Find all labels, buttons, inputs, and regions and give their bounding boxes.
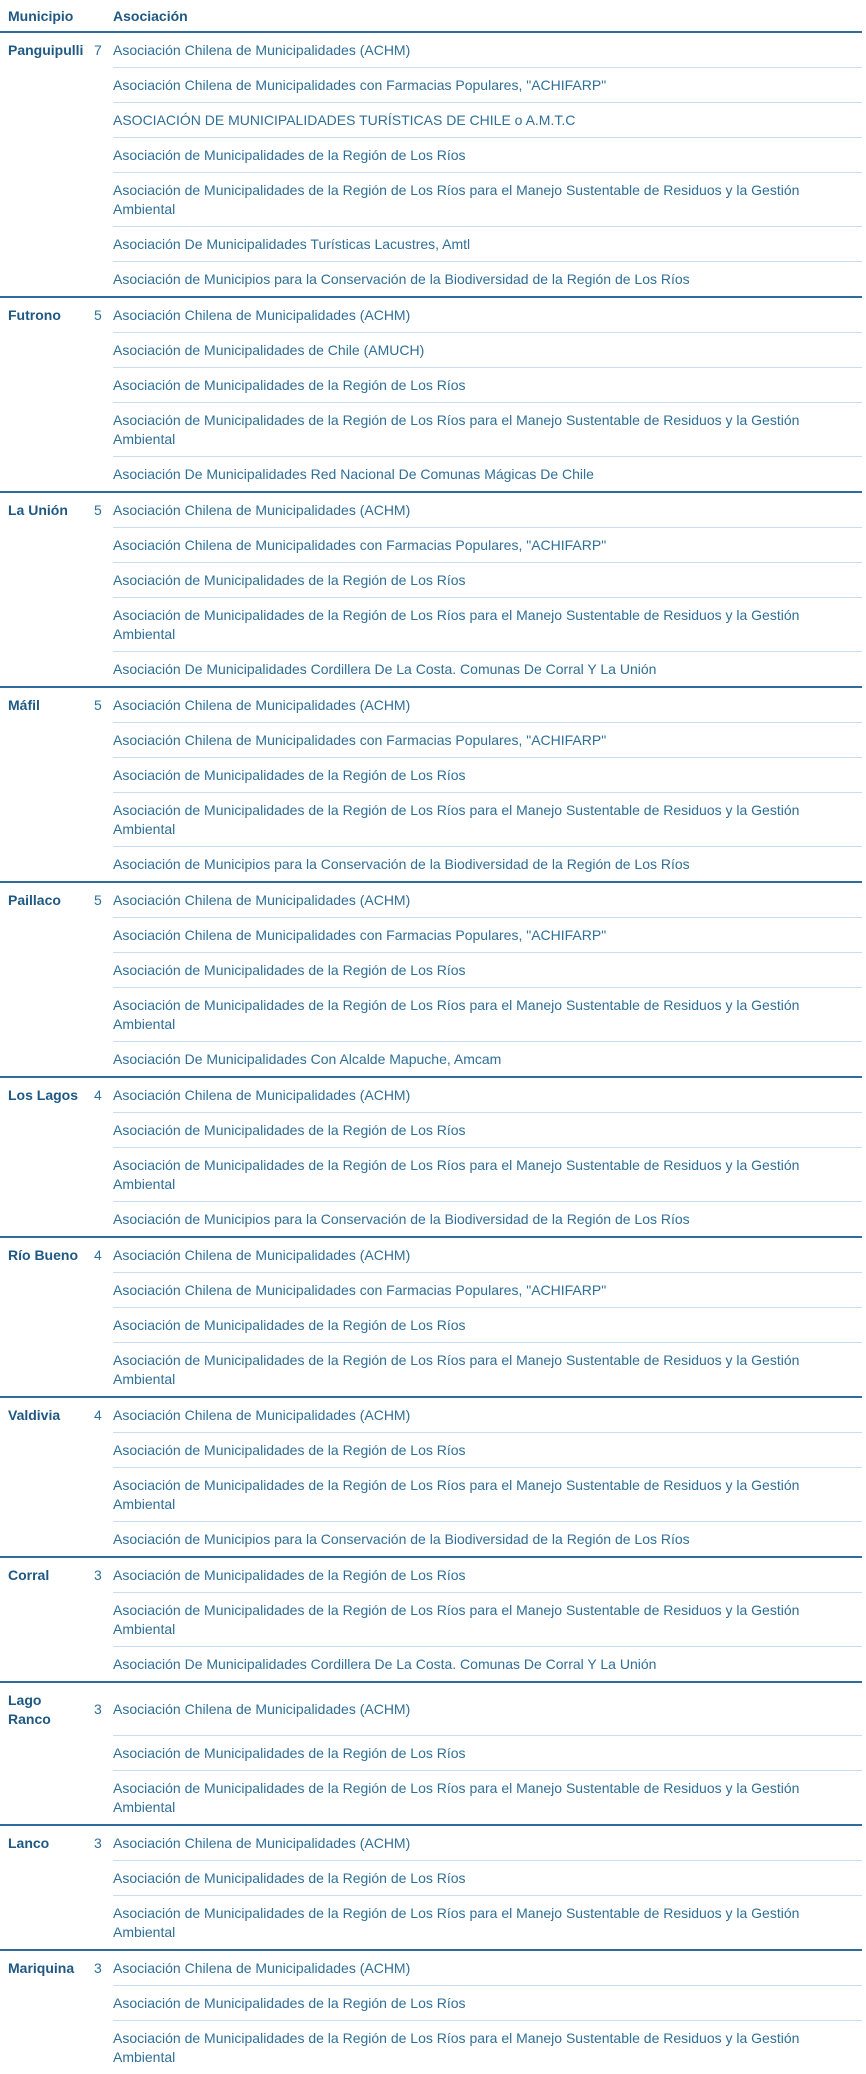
table-row: Asociación Chilena de Municipalidades (ACHM) [113,1238,862,1273]
table-row: Asociación de Municipalidades de la Región de Los Ríos para el Manejo Sustentable de Residuos y la Gestión Ambiental [113,1593,862,1647]
municipio-name: Los Lagos [8,1087,79,1103]
association-count: 5 [94,307,102,323]
municipio-group [0,1826,862,1951]
table-row: Asociación de Municipalidades de la Región de Los Ríos para el Manejo Sustentable de Residuos y la Gestión Ambiental [113,1905,800,1940]
table-row: Asociación De Municipalidades Con Alcalde Mapuche, Amcam [113,1051,502,1067]
table-row: Asociación De Municipalidades Cordillera De La Costa. Comunas De Corral Y La Unión [113,1656,657,1672]
table-row: Asociación de Municipalidades de la Región de Los Ríos [113,1558,862,1593]
table-row: Asociación Chilena de Municipalidades (ACHM) [113,1951,862,1986]
municipio-name: Corral [8,1567,50,1583]
municipio-name: Lago Ranco [8,1692,51,1727]
association-count: 5 [94,502,102,518]
table-header [0,0,862,33]
association-list [113,883,862,1076]
table-row: Asociación de Municipalidades de la Región de Los Ríos [113,563,862,598]
municipio-group [0,1558,862,1683]
table-row: Asociación de Municipios para la Conservación de la Biodiversidad de la Región de Los Ríos [113,856,690,872]
municipio-group [0,1683,862,1826]
table-row: Asociación de Municipalidades de la Región de Los Ríos [113,1861,862,1896]
table-row: Asociación de Municipalidades de la Región de Los Ríos [113,1433,862,1468]
table-row: Asociación de Municipalidades de la Región de Los Ríos [113,368,862,403]
association-list [113,1826,862,1949]
municipio-group [0,33,862,298]
table-row: Asociación de Municipalidades de la Región de Los Ríos para el Manejo Sustentable de Residuos y la Gestión Ambiental [113,1468,862,1522]
table-row: Asociación Chilena de Municipalidades (ACHM) [113,883,862,918]
table-row: Asociación Chilena de Municipalidades (ACHM) [113,298,862,333]
association-count: 5 [94,697,102,713]
table-row: Asociación de Municipios para la Conservación de la Biodiversidad de la Región de Los Ríos [113,1531,690,1547]
header-municipio: Municipio [8,7,74,24]
association-count: 4 [94,1407,102,1423]
table-row: Asociación Chilena de Municipalidades (ACHM) [113,1826,862,1861]
table-row: Asociación Chilena de Municipalidades (ACHM) [113,493,862,528]
municipio-group [0,298,862,493]
table-row: Asociación de Municipalidades de la Región de Los Ríos [113,1986,862,2021]
association-list [113,1951,862,2074]
table-row: Asociación de Municipalidades de la Región de Los Ríos para el Manejo Sustentable de Residuos y la Gestión Ambiental [113,598,862,652]
association-count: 4 [94,1247,102,1263]
municipio-name: La Unión [8,502,68,518]
association-list [113,493,862,686]
table-row: Asociación Chilena de Municipalidades (ACHM) [113,1078,862,1113]
association-count: 3 [94,1701,102,1717]
table-row: Asociación de Municipalidades de la Región de Los Ríos para el Manejo Sustentable de Residuos y la Gestión Ambiental [113,988,862,1042]
table-row: Asociación de Municipalidades de la Región de Los Ríos [113,953,862,988]
table-row: Asociación de Municipalidades de la Región de Los Ríos [113,1308,862,1343]
municipio-group [0,1078,862,1238]
municipio-name: Paillaco [8,892,61,908]
association-list [113,1078,862,1236]
table-row: Asociación Chilena de Municipalidades con Farmacias Populares, "ACHIFARP" [113,918,862,953]
table-row: ASOCIACIÓN DE MUNICIPALIDADES TURÍSTICAS DE CHILE o A.M.T.C [113,103,862,138]
association-list [113,1398,862,1556]
association-list [113,1238,862,1396]
association-list [113,1683,862,1824]
municipio-name: Máfil [8,697,40,713]
municipio-name: Panguipulli [8,42,84,58]
municipio-name: Futrono [8,307,61,323]
table-row: Asociación de Municipalidades de la Región de Los Ríos para el Manejo Sustentable de Residuos y la Gestión Ambiental [113,1780,800,1815]
table-row: Asociación Chilena de Municipalidades con Farmacias Populares, "ACHIFARP" [113,68,862,103]
table-row: Asociación Chilena de Municipalidades con Farmacias Populares, "ACHIFARP" [113,1273,862,1308]
table-row: Asociación de Municipalidades de la Región de Los Ríos para el Manejo Sustentable de Residuos y la Gestión Ambiental [113,173,862,227]
municipio-name: Lanco [8,1835,50,1851]
table-body [0,33,862,2074]
association-count: 7 [94,42,102,58]
header-asociacion: Asociación [113,7,188,24]
association-count: 5 [94,892,102,908]
municipio-name: Valdivia [8,1407,61,1423]
table-row: Asociación de Municipalidades de la Región de Los Ríos [113,1113,862,1148]
association-list [113,33,862,296]
table-row: Asociación de Municipalidades de la Región de Los Ríos para el Manejo Sustentable de Residuos y la Gestión Ambiental [113,403,862,457]
municipio-group [0,493,862,688]
table-row: Asociación De Municipalidades Turísticas Lacustres, Amtl [113,227,862,262]
association-count: 3 [94,1835,102,1851]
table-row: Asociación de Municipalidades de la Región de Los Ríos [113,1736,862,1771]
association-count: 4 [94,1087,102,1103]
table-row: Asociación Chilena de Municipalidades (ACHM) [113,1398,862,1433]
table-row: Asociación de Municipios para la Conservación de la Biodiversidad de la Región de Los Ríos [113,1211,690,1227]
table-row: Asociación de Municipalidades de la Región de Los Ríos [113,138,862,173]
table-row: Asociación de Municipalidades de la Región de Los Ríos para el Manejo Sustentable de Residuos y la Gestión Ambiental [113,793,862,847]
municipio-group [0,1951,862,2074]
association-count: 3 [94,1960,102,1976]
municipio-name: Río Bueno [8,1247,78,1263]
table-row: Asociación de Municipalidades de la Región de Los Ríos para el Manejo Sustentable de Residuos y la Gestión Ambiental [113,1352,800,1387]
table-row: Asociación de Municipalidades de la Región de Los Ríos [113,758,862,793]
municipio-group [0,1238,862,1398]
association-list [113,688,862,881]
municipio-group [0,688,862,883]
table-row: Asociación De Municipalidades Red Nacional De Comunas Mágicas De Chile [113,466,594,482]
table-row: Asociación Chilena de Municipalidades (ACHM) [113,33,862,68]
table-row: Asociación Chilena de Municipalidades (ACHM) [113,1683,862,1736]
table-row: Asociación de Municipalidades de la Región de Los Ríos para el Manejo Sustentable de Residuos y la Gestión Ambiental [113,2030,800,2065]
table-row: Asociación de Municipalidades de la Región de Los Ríos para el Manejo Sustentable de Residuos y la Gestión Ambiental [113,1148,862,1202]
association-list [113,1558,862,1681]
municipio-name: Mariquina [8,1960,75,1976]
table-row: Asociación Chilena de Municipalidades con Farmacias Populares, "ACHIFARP" [113,723,862,758]
table-row: Asociación De Municipalidades Cordillera De La Costa. Comunas De Corral Y La Unión [113,661,657,677]
table-row: Asociación Chilena de Municipalidades (ACHM) [113,688,862,723]
table-row: Asociación Chilena de Municipalidades con Farmacias Populares, "ACHIFARP" [113,528,862,563]
table-row: Asociación de Municipalidades de Chile (AMUCH) [113,333,862,368]
association-count: 3 [94,1567,102,1583]
municipio-group [0,883,862,1078]
association-list [113,298,862,491]
table-row: Asociación de Municipios para la Conservación de la Biodiversidad de la Región de Los Ríos [113,271,690,287]
municipio-group [0,1398,862,1558]
